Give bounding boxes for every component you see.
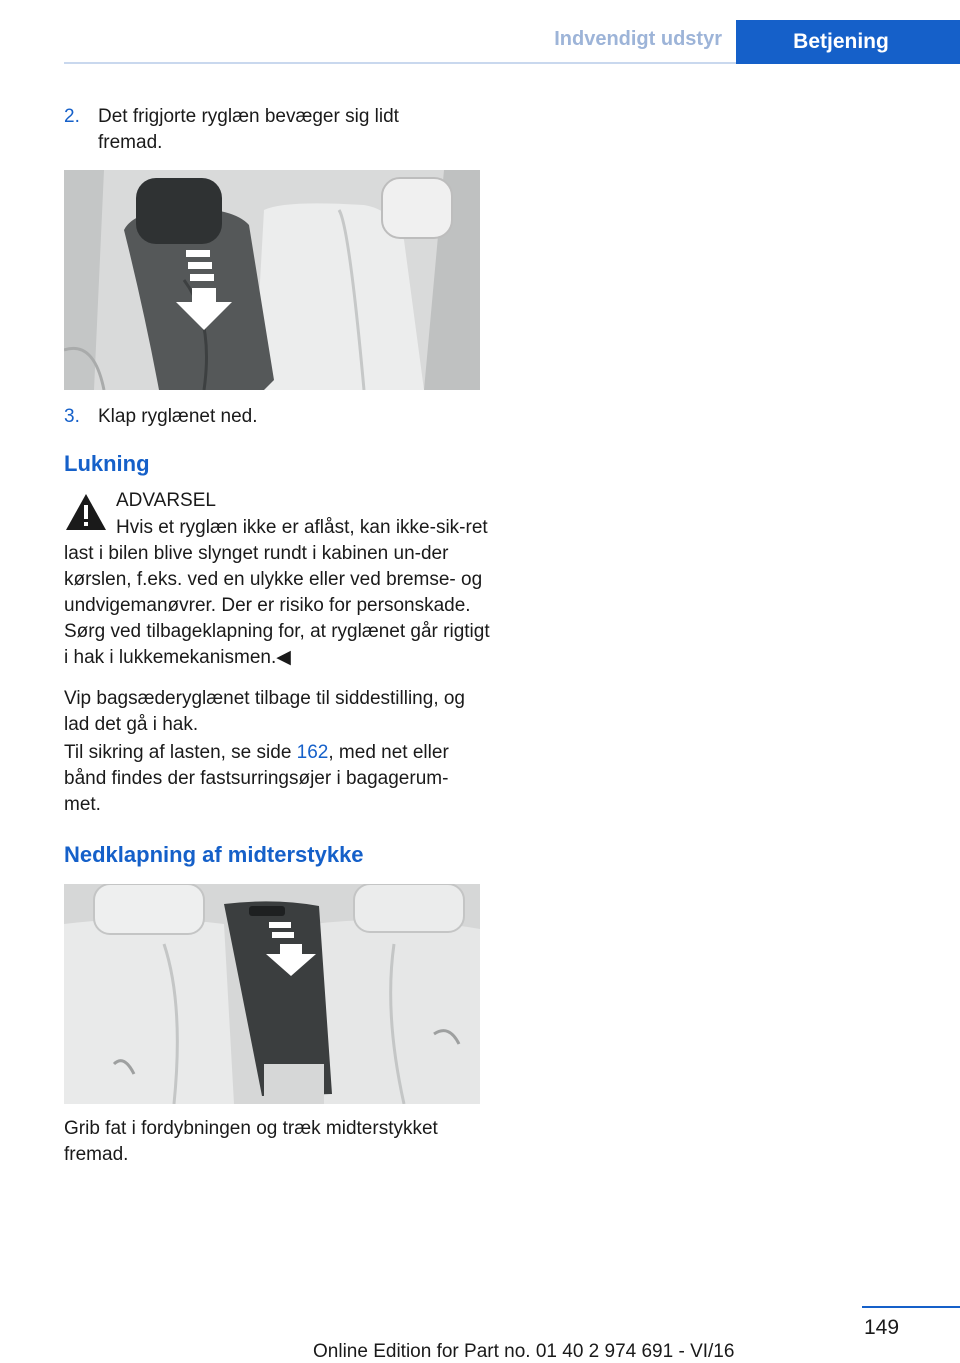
list-item-step-3 bbox=[64, 404, 484, 434]
para-text: , med net eller bånd findes der fastsurringsøjer i bagagerum-met. bbox=[64, 742, 449, 815]
step-text: Det frigjorte ryglæn bevæger sig lidt fremad. bbox=[98, 106, 399, 153]
step-number: 2. bbox=[64, 106, 80, 127]
paragraph-load-securing bbox=[64, 740, 474, 818]
heading-lukning: Lukning bbox=[64, 451, 150, 476]
header-tab: Betjening bbox=[736, 20, 960, 64]
warning-label: ADVARSEL bbox=[116, 490, 216, 511]
warning-text: Hvis et ryglæn ikke er aflåst, kan ikke-sik-ret last i bilen blive slynget rundt i kabinen un-der kørslen, f.eks. ved en ulykke eller ved bremse- og undvigemanøvrer. Der er risiko for personskade. Sørg ved tilbageklapning for, at ryglænet går rigtigt i hak i lukkemekanismen.◀ bbox=[64, 517, 490, 668]
step-number: 3. bbox=[64, 406, 80, 427]
para-text: Til sikring af lasten, se side bbox=[64, 742, 297, 763]
paragraph-tilt-back: Vip bagsæderyglænet tilbage til siddestilling, og lad det gå i hak. bbox=[64, 688, 466, 735]
center-section-illustration bbox=[64, 884, 480, 1104]
figure-backrest-fold bbox=[64, 170, 480, 390]
page-number: 149 bbox=[864, 1316, 900, 1339]
heading-midterstykke: Nedklapning af midterstykke bbox=[64, 842, 364, 867]
footer-rule bbox=[862, 1306, 960, 1308]
caption-center-section: Grib fat i fordybningen og træk midterstykket fremad. bbox=[64, 1118, 438, 1165]
list-item-step-2 bbox=[64, 104, 484, 164]
step-text: Klap ryglænet ned. bbox=[98, 406, 258, 427]
figure-center-section bbox=[64, 884, 480, 1104]
edition-info: Online Edition for Part no. 01 40 2 974 691 - VI/16 bbox=[313, 1341, 735, 1362]
backrest-illustration bbox=[64, 170, 480, 390]
page-ref-link[interactable]: 162 bbox=[296, 742, 329, 763]
header-section: Indvendigt udstyr bbox=[554, 28, 722, 50]
